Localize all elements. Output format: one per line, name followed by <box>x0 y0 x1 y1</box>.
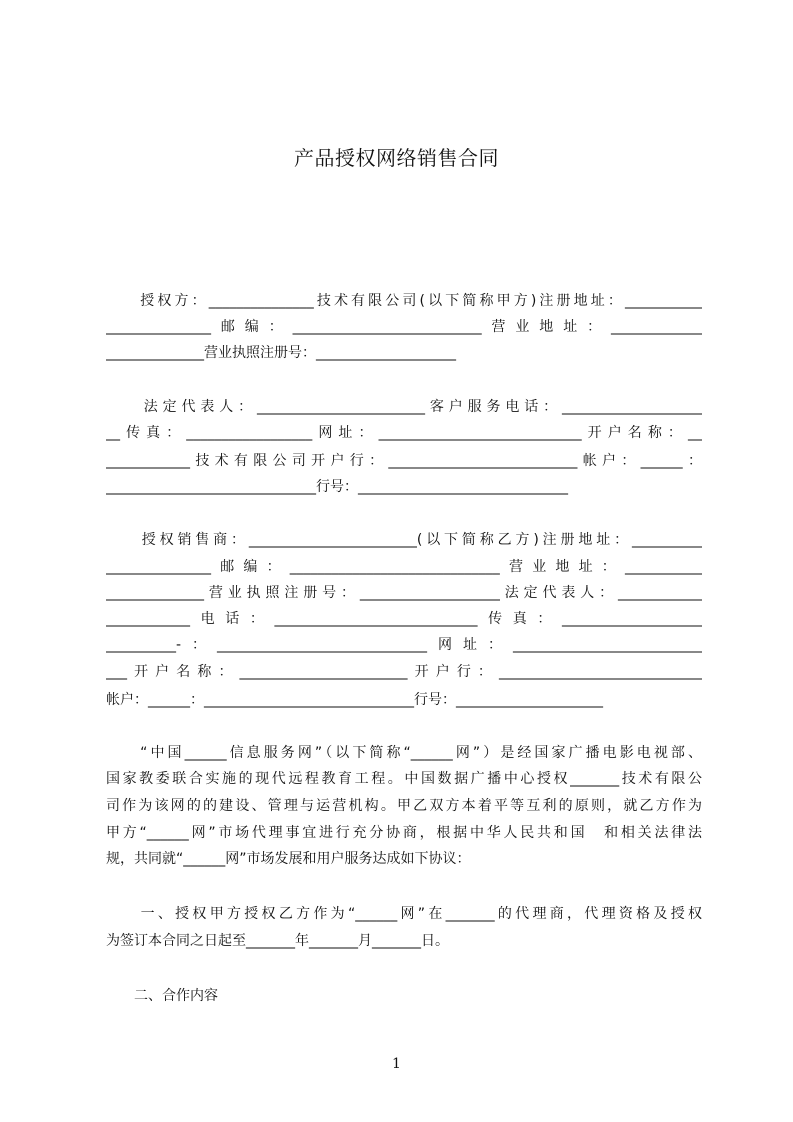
clause-1-line-2: 为签订本合同之日起至_______年_______月_______日。 <box>106 933 449 949</box>
party-a-line-3: ______________营业执照注册号：____________________ <box>106 345 456 361</box>
party-a-line-2: _______________邮编：___________________________营业地址：_____________ <box>106 319 702 335</box>
intro-line-4: 甲方“______网”市场代理事宜进行充分协商，根据中华人民共和国 和相关法律法 <box>106 825 702 841</box>
intro-line-1: “中国______信息服务网”（以下简称“______网”）是经国家广播电影电视部、 <box>106 745 702 761</box>
clause-1-line-1: 一、授权甲方授权乙方作为“______网”在_______的代理商，代理资格及授权 <box>106 906 702 922</box>
page-number: 1 <box>392 1056 401 1072</box>
party-b-line-2: _______________邮编：______________________________营业地址：___________ <box>106 559 702 575</box>
party-b-line-4: ____________电话：_____________________________传真：____________________ <box>106 611 702 627</box>
intro-line-3: 司作为该网的的建设、管理与运营机构。甲乙双方本着平等互利的原则，就乙方作为 <box>106 798 702 814</box>
party-b-line-3: ______________营业执照注册号：____________________法定代表人：____________ <box>106 585 702 601</box>
party-a-line-1: 授权方：_______________技术有限公司(以下简称甲方)注册地址：___________ <box>106 293 702 309</box>
party-a-rep-line-3: ____________技术有限公司开户行：___________________________帐户：______： <box>106 453 702 469</box>
party-b-line-6: ___开户名称：________________________开户行：_____________________________ <box>106 664 702 680</box>
clause-2-heading: 二、合作内容 <box>106 988 218 1004</box>
intro-line-5: 规，共同就“______网”市场发展和用户服务达成如下协议： <box>106 851 471 867</box>
party-a-rep-line-4: ______________________________行号：______________________________ <box>106 479 568 495</box>
party-b-line-5: __________-：______________________________网址：___________________________ <box>106 637 702 653</box>
party-b-line-7: 帐户：______：______________________________行号：_____________________ <box>106 692 603 708</box>
intro-line-2: 国家教委联合实施的现代远程教育工程。中国数据广播中心授权_______技术有限公 <box>106 771 702 787</box>
party-a-rep-line-1: 法定代表人：________________________客户服务电话：____________________ <box>106 399 702 415</box>
party-a-rep-line-2: __传真：__________________网址：_____________________________开户名称：__ <box>106 425 702 441</box>
party-b-line-1: 授权销售商：________________________(以下简称乙方)注册地址：__________ <box>106 532 702 548</box>
page-title: 产品授权网络销售合同 <box>294 146 499 170</box>
